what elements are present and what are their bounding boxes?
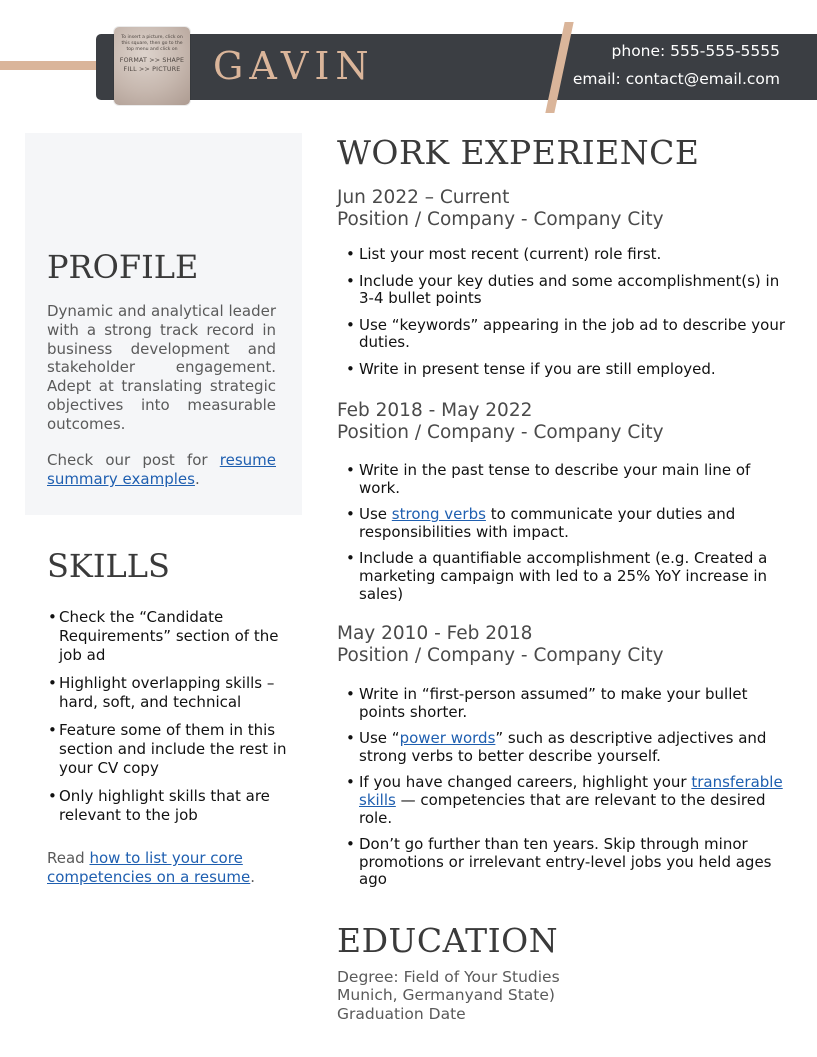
skills-heading: SKILLS xyxy=(47,547,170,585)
job-bullets xyxy=(345,246,785,388)
transferable-skills-link[interactable]: transferable skills xyxy=(359,773,783,809)
job-bullet: • Write in “first-person assumed” to make your bullet points shorter. xyxy=(345,686,785,721)
job-date: Jun 2022 – Current xyxy=(337,187,510,208)
transferable-prefix: If you have changed careers, highlight your xyxy=(359,773,692,792)
job-bullet xyxy=(345,774,785,827)
phone-text: phone: 555-555-5555 xyxy=(611,42,780,60)
job-bullet xyxy=(345,730,785,765)
education-date: Graduation Date xyxy=(337,1005,466,1023)
header-accent-line xyxy=(0,61,104,70)
verbs-prefix: Use xyxy=(359,505,392,524)
work-experience-heading: WORK EXPERIENCE xyxy=(337,133,700,172)
job-title: Position / Company - Company City xyxy=(337,645,664,666)
profile-photo-placeholder[interactable] xyxy=(114,27,190,105)
power-words-prefix: Use “ xyxy=(359,729,400,748)
photo-hint: To insert a picture, click on this square, then go to the top menu and click on xyxy=(121,35,183,52)
job-date: Feb 2018 - May 2022 xyxy=(337,400,533,421)
verbs-suffix: to communicate your duties and responsibilities with impact. xyxy=(359,505,736,541)
job-bullet: • Include a quantifiable accomplishment (e.g. Created a marketing campaign with led to a 25% YoY increase in sales) xyxy=(345,550,785,603)
job-bullet: • Write in the past tense to describe your main line of work. xyxy=(345,462,785,497)
strong-verbs-link[interactable]: strong verbs xyxy=(391,505,486,524)
skills-link-suffix: . xyxy=(250,867,256,886)
job-bullet: • List your most recent (current) role first. xyxy=(345,246,785,264)
job-bullet: • Write in present tense if you are still employed. xyxy=(345,361,785,379)
profile-summary: Dynamic and analytical leader with a strong track record in business development and stakeholder engagement. Adept at translating strategic objectives into measurable outcomes. xyxy=(47,302,276,433)
job-bullet: • Don’t go further than ten years. Skip through minor promotions or irrelevant entry-level jobs you held ages ago xyxy=(345,836,785,889)
core-competencies-link[interactable]: how to list your core competencies on a resume xyxy=(47,849,251,886)
skills-link-prefix: Read xyxy=(47,849,90,867)
job-title: Position / Company - Company City xyxy=(337,422,664,443)
profile-heading: PROFILE xyxy=(47,248,199,286)
email-text: email: contact@email.com xyxy=(572,70,780,88)
job-bullet xyxy=(345,506,785,541)
photo-instruction: FORMAT >> SHAPE FILL >> PICTURE xyxy=(119,57,185,73)
skill-item: • Feature some of them in this section and include the rest in your CV copy xyxy=(47,721,287,777)
profile-link-line xyxy=(47,451,276,489)
power-words-suffix: ” such as descriptive adjectives and strong verbs to better describe yourself. xyxy=(359,729,767,765)
job-bullets xyxy=(345,686,785,898)
education-location: Munich, Germanyand State) xyxy=(337,986,555,1004)
resume-summary-link[interactable]: resume summary examples xyxy=(47,451,276,488)
candidate-name: GAVIN xyxy=(213,44,375,88)
profile-link-prefix: Check our post for xyxy=(47,451,220,469)
education-degree: Degree: Field of Your Studies xyxy=(337,968,560,986)
skill-item: • Only highlight skills that are relevant to the job xyxy=(47,787,287,825)
skill-item: • Check the “Candidate Requirements” section of the job ad xyxy=(47,608,287,664)
education-heading: EDUCATION xyxy=(337,921,559,960)
job-bullet: • Use “keywords” appearing in the job ad to describe your duties. xyxy=(345,317,785,352)
job-title: Position / Company - Company City xyxy=(337,209,664,230)
skills-link-line xyxy=(47,849,287,886)
job-bullet: • Include your key duties and some accomplishment(s) in 3-4 bullet points xyxy=(345,273,785,308)
job-bullets xyxy=(345,462,785,612)
profile-link-suffix: . xyxy=(194,470,200,488)
skills-list xyxy=(47,608,287,834)
power-words-link[interactable]: power words xyxy=(399,729,496,748)
skill-item: • Highlight overlapping skills – hard, soft, and technical xyxy=(47,674,287,712)
transferable-suffix: — competencies that are relevant to the desired role. xyxy=(359,790,766,827)
job-date: May 2010 - Feb 2018 xyxy=(337,623,533,644)
